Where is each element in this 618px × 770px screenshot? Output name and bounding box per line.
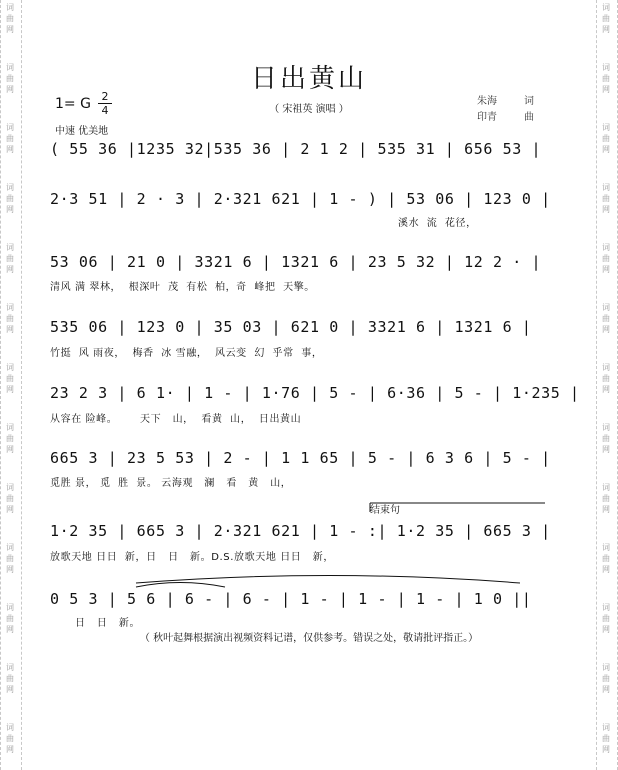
notation-line: ( 55 36 |1235 32|535 36 | 2 1 2 | 535 31 | 656 53 | [50, 140, 542, 158]
notation-line: 53 06 | 21 0 | 3321 6 | 1321 6 | 23 5 32 | 12 2 · | [50, 253, 542, 271]
time-signature-bottom: 4 [98, 103, 112, 117]
lyrics-line: 竹挺 风 雨夜， 梅香 冰 雪融， 风云变 幻 乎常 事， [50, 348, 323, 359]
watermark-text: 词 曲 网 [6, 363, 14, 394]
watermark-text: 词 曲 网 [6, 423, 14, 454]
watermark-text: 词 曲 网 [602, 723, 610, 754]
ending-label: 结束句 [370, 505, 400, 516]
watermark-text: 词 曲 网 [6, 243, 14, 274]
lyricist-role: 词 [524, 96, 534, 107]
song-title: 日出黄山 [250, 64, 367, 94]
watermark-text: 词 曲 网 [6, 723, 14, 754]
lyrics-line: 从容在 险峰。 天下 山， 看黄 山， 日出黄山 [50, 414, 302, 425]
watermark-text: 词 曲 网 [602, 483, 610, 514]
notation-line: 0 5 3 | 5 6 | 6 - | 6 - | 1 - | 1 - | 1 - | 1 0 || [50, 590, 532, 608]
watermark-text: 词 曲 网 [6, 663, 14, 694]
composer-name: 印青 [477, 112, 497, 123]
watermark-text: 词 曲 网 [6, 3, 14, 34]
time-signature [98, 90, 112, 117]
watermark-text: 词 曲 网 [602, 543, 610, 574]
watermark-text: 词 曲 网 [6, 183, 14, 214]
lyrics-line: 清风 满 翠林， 根深叶 茂 有松 柏，奇 峰把 天擎。 [50, 282, 315, 293]
tempo-marking: 中速 优美地 [55, 126, 109, 137]
watermark-text: 词 曲 网 [602, 363, 610, 394]
composer-role: 曲 [524, 112, 534, 123]
notation-line: 2·3 51 | 2 · 3 | 2·321 621 | 1 - ) | 53 06 | 123 0 | [50, 190, 551, 208]
watermark-text: 词 曲 网 [6, 483, 14, 514]
watermark-text: 词 曲 网 [602, 63, 610, 94]
lyrics-line: 觅胜 景， 觅 胜 景。 云海观 澜 看 黄 山， [50, 478, 292, 489]
watermark-text: 词 曲 网 [602, 243, 610, 274]
watermark-text: 词 曲 网 [6, 543, 14, 574]
notation-line: 23 2 3 | 6 1· | 1 - | 1·76 | 5 - | 6·36 | 5 - | 1·235 | [50, 384, 580, 402]
notation-line: 1·2 35 | 665 3 | 2·321 621 | 1 - :| 1·2 35 | 665 3 | [50, 522, 551, 540]
watermark-text: 词 曲 网 [6, 63, 14, 94]
watermark-text: 词 曲 网 [602, 603, 610, 634]
time-signature-top: 2 [101, 90, 109, 103]
footnote: （ 秋叶起舞根据演出视频资料记谱，仅供参考。错误之处，敬请批评指正。） [139, 633, 479, 644]
tie-arc [136, 583, 225, 588]
lyrics-line: 日 日 新。 [75, 618, 141, 629]
singer-label: （ 宋祖英 演唱 ） [269, 104, 349, 115]
notation-line: 665 3 | 23 5 53 | 2 - | 1 1 65 | 5 - | 6 3 6 | 5 - | [50, 449, 551, 467]
watermark-text: 词 曲 网 [6, 303, 14, 334]
watermark-text: 词 曲 网 [602, 663, 610, 694]
watermark-text: 词 曲 网 [602, 423, 610, 454]
lyrics-line: 放歌天地 日日 新，日 日 新。D.S.放歌天地 日日 新， [50, 552, 334, 563]
watermark-text: 词 曲 网 [602, 303, 610, 334]
key-signature: 1= G [55, 96, 91, 112]
tie-arc [136, 576, 520, 584]
watermark-text: 词 曲 网 [6, 123, 14, 154]
notation-line: 535 06 | 123 0 | 35 03 | 621 0 | 3321 6 | 1321 6 | [50, 318, 532, 336]
watermark-text: 词 曲 网 [602, 123, 610, 154]
lyricist-name: 朱海 [477, 96, 497, 107]
watermark-text: 词 曲 网 [602, 3, 610, 34]
lyrics-line: 溪水 流 花径， [398, 218, 477, 229]
watermark-text: 词 曲 网 [6, 603, 14, 634]
watermark-text: 词 曲 网 [602, 183, 610, 214]
